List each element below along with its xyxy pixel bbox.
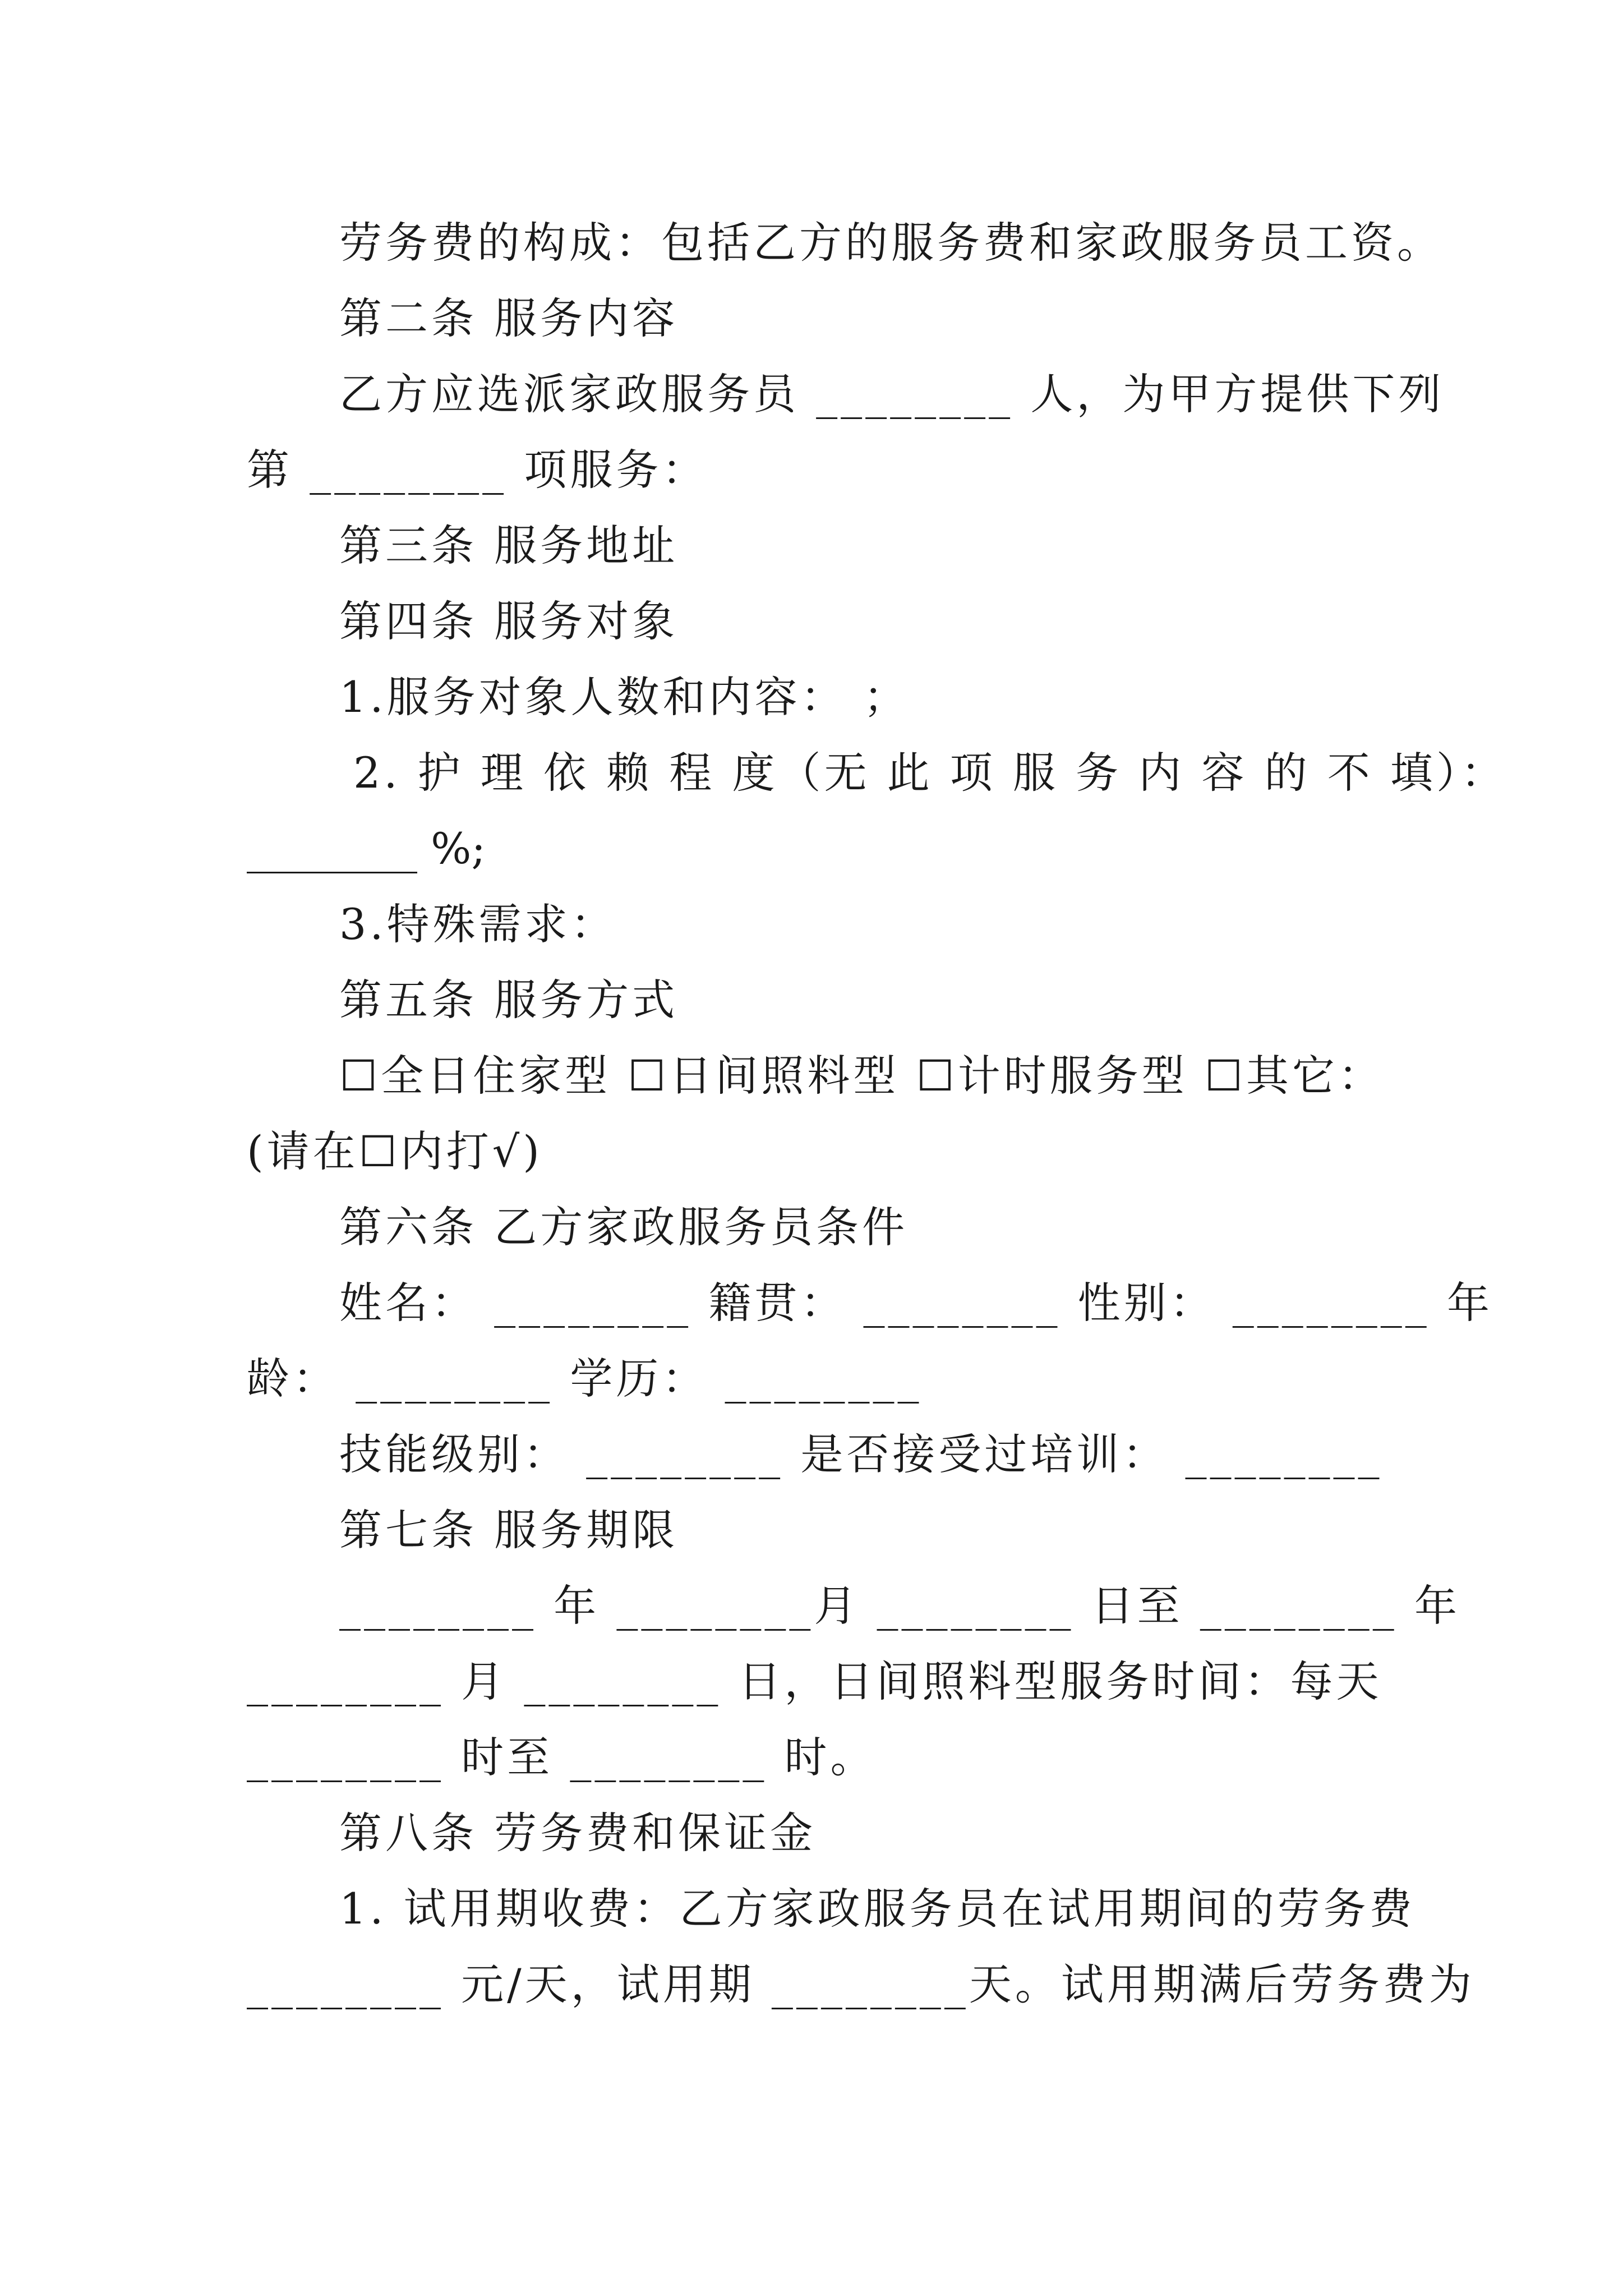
text-line-term-start: ________ 年 ________月 ________ 日至 ________ 年 [339, 1581, 1460, 1631]
article-6-heading: 第六条 乙方家政服务员条件 [339, 1202, 909, 1252]
text-line-dispatch-staff: 乙方应选派家政服务员 ________ 人，为甲方提供下列 [339, 369, 1445, 419]
text-line-term-end: ________ 月 ________ 日，日间照料型服务时间：每天 [247, 1657, 1382, 1706]
article-2-heading: 第二条 服务内容 [339, 293, 679, 343]
text-line-client-count: 1.服务对象人数和内容： ； [339, 672, 910, 722]
text-line-fee-composition: 劳务费的构成：包括乙方的服务费和家政服务员工资。 [339, 218, 1443, 268]
text-line-age-education: 龄： ________ 学历： ________ [247, 1354, 923, 1404]
text-line-special-needs: 3.特殊需求： [339, 899, 617, 949]
text-line-daily-hours: ________ 时至 ________ 时。 [247, 1732, 877, 1782]
article-4-heading: 第四条 服务对象 [339, 596, 679, 646]
text-line-trial-period: ________ 元/天，试用期 ________天。试用期满后劳务费为 [247, 1959, 1475, 2009]
article-3-heading: 第三条 服务地址 [339, 521, 679, 570]
text-line-trial-fee: 1. 试用期收费：乙方家政服务员在试用期间的劳务费 [339, 1884, 1415, 1934]
text-line-dependency-percent: ________ %; [247, 823, 486, 873]
text-line-service-items: 第 ________ 项服务： [247, 445, 708, 495]
article-8-heading: 第八条 劳务费和保证金 [339, 1808, 817, 1858]
text-line-checkbox-instruction: (请在☐内打√) [247, 1126, 543, 1176]
text-line-care-dependency: 2. 护 理 依 赖 程 度（无 此 项 服 务 内 容 的 不 填）： [353, 748, 1507, 798]
article-5-heading: 第五条 服务方式 [339, 975, 679, 1025]
text-line-skill-training: 技能级别： ________ 是否接受过培训： ________ [339, 1429, 1383, 1479]
text-line-name-origin-gender: 姓名： ________ 籍贯： ________ 性别： ________ 年 [339, 1278, 1493, 1328]
article-7-heading: 第七条 服务期限 [339, 1505, 679, 1555]
text-line-service-modes: ☐全日住家型 ☐日间照料型 ☐计时服务型 ☐其它： [339, 1051, 1385, 1101]
